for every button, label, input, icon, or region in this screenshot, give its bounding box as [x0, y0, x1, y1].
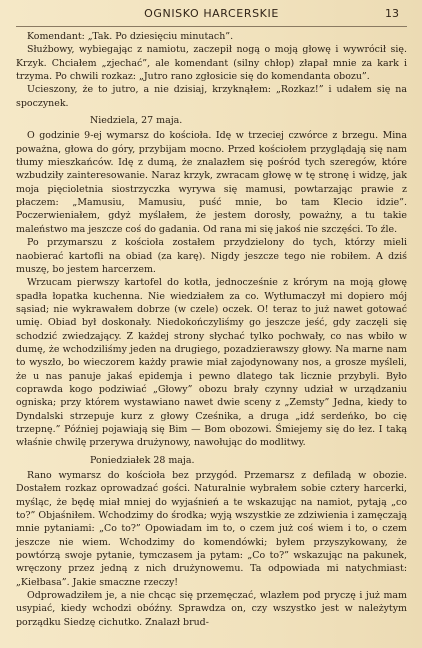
article-body: [16, 27, 407, 629]
paragraph: O godzinie 9-ej wymarsz do kościoła. Idę w trzeciej czwórce z brzegu. Mina poważna, głowa do góry, przybijam mocno. Przed kościołem przyglądają się nam tłumy mieszkańców. Idę z dumą, że znalazłem się pośród tych szeregów, które wzbudziły zainteresowanie. Naraz krzyk, zwracam głowę w tę stronę i widzę, jak moja pięcioletnia siostrzyczka wyrywa się mamusi, powtarzając prawie z płaczem: „Mamusiu, Mamusiu, puść mnie, bo tam Klecio idzie”. Poczerwieniałem, gdyż myślałem, że jestem dorosły, poważny, a tu takie maleństwo ma jeszcze coś do gadania. Od rana mi się jakoś nie szczęści. To źle.: [16, 130, 407, 235]
running-title: OGNISKO HARCERSKIE: [144, 7, 279, 20]
paragraph: Rano wymarsz do kościoła bez przygód. Przemarsz z defiladą w obozie. Dostałem rozkaz oprowadzać gości. Naturalnie wybrałem sobie cztery harcerki, myśląc, że będę miał mniej do wyjaśnień a te wskazując na namiot, pytają „co to?” Objaśniłem. Wchodzimy do środka; wyją wszystkie ze zdziwienia i zamęczają mnie pytaniami: „Co to?” Opowiadam im to, o czem już coś wiem i to, o czem jeszcze nie wiem. Wchodzimy do komendówki; byłem przyszykowany, że powtórzą swoje pytanie, tymczasem ja pytam: „Co to?” wskazując na pakunek, wręczony przez jedną z nich drużynowemu. Ta odpowiada mi natychmiast: „Kiełbasa”. Jakie smaczne rzeczy!: [16, 470, 407, 588]
section-heading-monday: Poniedziałek 28 maja.: [90, 454, 195, 466]
paragraph: Ucieszony, że to jutro, a nie dzisiaj, krzyknąłem: „Rozkaz!” i udałem się na spoczynek.: [16, 84, 407, 109]
section-heading-sunday: Niedziela, 27 maja.: [90, 115, 183, 127]
page-header: [16, 6, 407, 27]
paragraph: Wrzucam pierwszy kartofel do kotła, jednocześnie z krórym na moją głowę spadła łopatka kuchenna. Nie wiedziałem za co. Wytłumaczył mi dopiero mój sąsiad; nie wykrawałem dobrze (w czele) oczek. O! teraz to już nawet gotować umię. Obiad był doskonały. Niedokończyliśmy go jeszcze jeść, gdy zaczęli się schodzić zwiedzający. Z każdej strony słychać tylko pochwały, co nas wbiło w dumę, że wchodziliśmy jeden na drugiego, pozadzierawszy głowy. Na marne nam to wyszło, bo wieczorem każdy prawie miał zajodynowany nos, a grosze myśleli, że u nas panuje jakaś epidemja i pewno dlatego tak licznie przybyli. Było coprawda kogo podziwiać „Głowy” obozu brały czynny udział w urządzaniu ogniska; przy którem wystawiano nawet dwie sceny z „Zemsty” Jedna, kiedy to Dyndalski strzepuje kurz z głowy Cześnika, a druga „idź serdeńko, bo cię trzepnę.” Później pojawiają się Bim — Bom obozowi. Śmiejemy się do łez. I taką właśnie chwilę przerywa drużynowy, nawołując do modlitwy.: [16, 277, 407, 449]
page-number: 13: [385, 7, 399, 20]
paragraph: Po przymarszu z kościoła zostałem przydzielony do tych, którzy mieli naobierać kartofli na obiad (za karę). Nigdy jeszcze tego nie robiłem. A dziś muszę, bo jestem harcerzem.: [16, 237, 407, 275]
paragraph: Służbowy, wybiegając z namiotu, zaczepił nogą o moją głowę i wywrócił się. Krzyk. Chciałem „zjechać”, ale komendant (silny chłop) złapał mnie za kark i trzyma. Po chwili rozkaz: „Jutro rano zgłosicie się do komendanta obozu”.: [16, 44, 407, 83]
paragraph: Komendant: „Tak. Po dziesięciu minutach”.: [27, 31, 234, 42]
paragraph: Odprowadziłem je, a nie chcąc się przemęczać, wlazłem pod pryczę i już mam usypiać, kiedy wchodzi obóźny. Sprawdza on, czy wszystko jest w należytym porządku Siedzę cichutko. Znalazł brud-: [16, 590, 407, 628]
